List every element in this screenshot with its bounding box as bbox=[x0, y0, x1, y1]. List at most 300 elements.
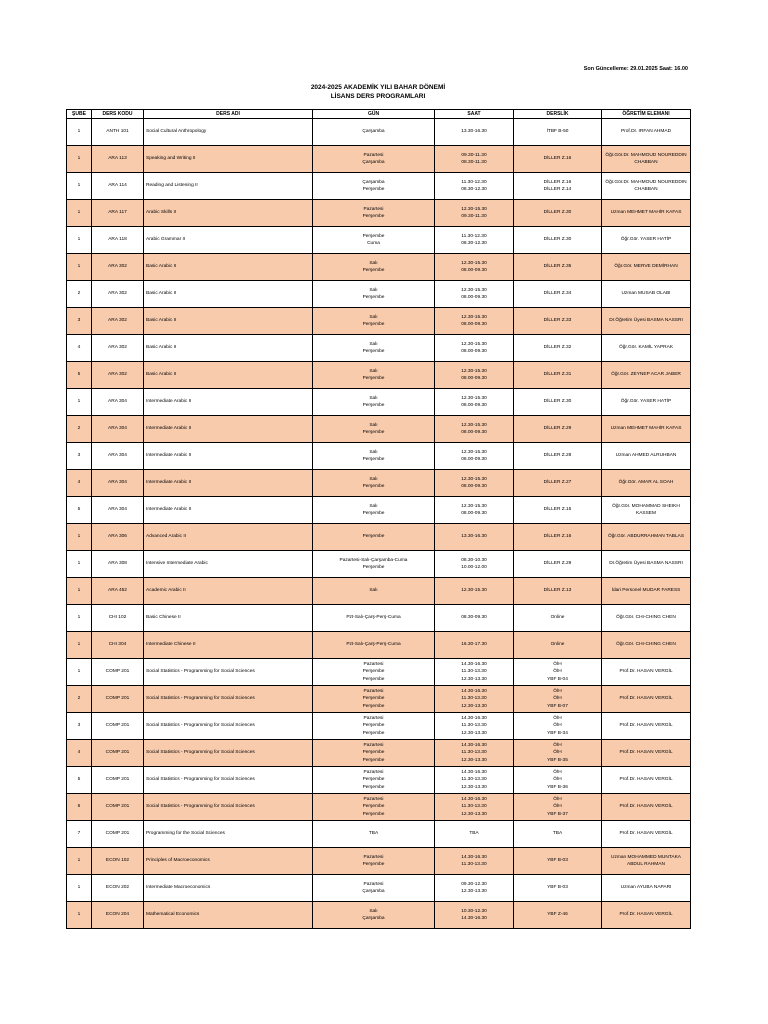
cell-saat bbox=[435, 362, 514, 389]
cell-ogretim-elemani: Prof.Dr. HASAN VERGİL bbox=[602, 794, 691, 821]
cell-saat bbox=[435, 416, 514, 443]
cell-gun bbox=[313, 497, 435, 524]
cell-sube: 1 bbox=[67, 902, 92, 929]
cell-saat bbox=[435, 848, 514, 875]
cell-gun bbox=[313, 119, 435, 146]
table-row bbox=[67, 524, 691, 551]
cell-derslik-line: DİLLER Z.33 bbox=[543, 318, 572, 324]
table-row bbox=[67, 605, 691, 632]
cell-derslik-line: ÖİH bbox=[553, 723, 562, 729]
cell-saat bbox=[435, 524, 514, 551]
cell-saat-line: 08.00-09.30 bbox=[461, 268, 487, 273]
cell-gun-line: Perşembe bbox=[362, 511, 385, 516]
cell-ders-kodu: COMP 201 bbox=[92, 767, 144, 794]
cell-ogretim-elemani: Prof.Dr. IRFAN AHMAD bbox=[602, 119, 691, 146]
cell-derslik bbox=[514, 740, 602, 767]
cell-saat bbox=[435, 821, 514, 848]
cell-gun bbox=[313, 200, 435, 227]
cell-derslik-line: Online bbox=[550, 642, 565, 648]
cell-ders-kodu: COMP 201 bbox=[92, 713, 144, 740]
cell-gun-line: Çarşamba bbox=[362, 179, 385, 185]
cell-sube: 5 bbox=[67, 497, 92, 524]
table-row bbox=[67, 848, 691, 875]
cell-ders-kodu: CHI 304 bbox=[92, 632, 144, 659]
table-row bbox=[67, 821, 691, 848]
cell-sube: 2 bbox=[67, 686, 92, 713]
cell-ogretim-elemani: Uzman AHMED ALRUHBAN bbox=[602, 443, 691, 470]
cell-sube: 3 bbox=[67, 713, 92, 740]
cell-sube: 1 bbox=[67, 146, 92, 173]
cell-gun-line: Salı bbox=[369, 449, 378, 455]
cell-ders-adi: Speaking and Writing II bbox=[144, 146, 313, 173]
cell-gun-line: Çarşamba bbox=[362, 160, 385, 165]
cell-gun bbox=[313, 470, 435, 497]
cell-saat bbox=[435, 902, 514, 929]
cell-ogretim-elemani: Öğr.Gör. ABDURRAHMAN TABLAS bbox=[602, 524, 691, 551]
cell-saat bbox=[435, 443, 514, 470]
cell-saat bbox=[435, 740, 514, 767]
cell-gun-line: Salı bbox=[369, 588, 378, 594]
cell-derslik-line: YBF B-03 bbox=[547, 885, 568, 891]
cell-sube: 1 bbox=[67, 200, 92, 227]
cell-derslik bbox=[514, 551, 602, 578]
cell-ogretim-elemani: Prof.Dr. HASAN VERGİL bbox=[602, 686, 691, 713]
table-row bbox=[67, 443, 691, 470]
cell-sube: 1 bbox=[67, 659, 92, 686]
table-row bbox=[67, 119, 691, 146]
cell-gun-line: Pazartesi bbox=[363, 881, 384, 887]
cell-derslik-line: ÖİH bbox=[553, 669, 562, 675]
cell-saat-line: 08.00-09.30 bbox=[461, 295, 487, 300]
cell-ders-adi: Arabic Grammar II bbox=[144, 227, 313, 254]
cell-saat-line: 14.30-16.30 bbox=[461, 916, 487, 921]
cell-derslik-line: DİLLER Z.28 bbox=[543, 453, 572, 459]
cell-saat bbox=[435, 632, 514, 659]
cell-derslik bbox=[514, 200, 602, 227]
cell-ders-adi: Basic Arabic II bbox=[144, 254, 313, 281]
cell-ders-kodu: ANTH 101 bbox=[92, 119, 144, 146]
cell-saat bbox=[435, 389, 514, 416]
cell-derslik bbox=[514, 281, 602, 308]
cell-derslik bbox=[514, 605, 602, 632]
table-row bbox=[67, 578, 691, 605]
cell-sube: 3 bbox=[67, 443, 92, 470]
cell-gun bbox=[313, 794, 435, 821]
cell-derslik-line: DİLLER Z.13 bbox=[543, 588, 572, 594]
cell-gun-line: Salı bbox=[369, 341, 378, 347]
cell-derslik bbox=[514, 470, 602, 497]
cell-derslik-line: YBF B-07 bbox=[547, 703, 568, 709]
cell-gun-line: Pzt-Salı-Çarş-Perş-Cuma bbox=[346, 642, 401, 648]
cell-saat bbox=[435, 659, 514, 686]
cell-ders-adi: Advanced Arabic II bbox=[144, 524, 313, 551]
cell-gun-line: Salı bbox=[369, 908, 378, 914]
cell-saat-line: 13.30-16.30 bbox=[461, 129, 487, 135]
cell-ders-kodu: ARA 113 bbox=[92, 146, 144, 173]
cell-saat bbox=[435, 308, 514, 335]
cell-ogretim-elemani: Uzman MUSAB OLABI bbox=[602, 281, 691, 308]
cell-derslik-line: DİLLER Z.32 bbox=[543, 345, 572, 351]
cell-ders-kodu: ARA 304 bbox=[92, 416, 144, 443]
cell-saat-line: 12.30-15.30 bbox=[461, 287, 487, 293]
cell-derslik-line: YBF B-04 bbox=[547, 676, 568, 682]
cell-derslik-line: YBF B-36 bbox=[547, 784, 568, 790]
cell-gun-line: Perşembe bbox=[362, 376, 385, 381]
cell-saat-line: 12.30-15.30 bbox=[461, 503, 487, 509]
cell-derslik-line: DİLLER Z.30 bbox=[543, 399, 572, 405]
cell-saat-line: 08.30-12.30 bbox=[461, 241, 487, 246]
cell-saat-line: 08.00-09.30 bbox=[461, 457, 487, 462]
cell-gun-line: Perşembe bbox=[362, 534, 385, 540]
cell-derslik-line: ÖİH bbox=[553, 662, 562, 668]
cell-ders-kodu: ARA 302 bbox=[92, 362, 144, 389]
table-row bbox=[67, 659, 691, 686]
cell-saat-line: 11.30-13.30 bbox=[461, 750, 487, 756]
cell-derslik-line: Online bbox=[550, 615, 565, 621]
cell-gun-line: Salı bbox=[369, 368, 378, 374]
cell-ogretim-elemani: Öğr.Gör. AMAR AL SOAH bbox=[602, 470, 691, 497]
cell-ders-kodu: ARA 304 bbox=[92, 497, 144, 524]
cell-saat-line: 11.30-13.30 bbox=[461, 669, 487, 675]
cell-derslik-line: ÖİH bbox=[553, 777, 562, 783]
cell-ogretim-elemani: Öğr.Gör. KAMİL YAPRAK bbox=[602, 335, 691, 362]
cell-ders-adi: Academic Arabic II bbox=[144, 578, 313, 605]
table-row bbox=[67, 146, 691, 173]
cell-saat-line: 10.30-12.30 bbox=[461, 908, 487, 914]
cell-ogretim-elemani: Öğr.Gör. YASER HATİP bbox=[602, 227, 691, 254]
cell-saat bbox=[435, 767, 514, 794]
cell-gun-line: Perşembe bbox=[362, 757, 385, 763]
cell-gun bbox=[313, 659, 435, 686]
cell-gun-line: Perşembe bbox=[362, 349, 385, 354]
cell-derslik-line: DİLLER Z.31 bbox=[543, 372, 572, 378]
cell-saat-line: 12.30-15.30 bbox=[461, 206, 487, 212]
cell-ogretim-elemani: Öğr.Gör. YASER HATİP bbox=[602, 389, 691, 416]
cell-saat-line: TBA bbox=[469, 831, 479, 837]
page-title: 2024-2025 AKADEMİK YILI BAHAR DÖNEMİ bbox=[310, 84, 446, 91]
table-row bbox=[67, 902, 691, 929]
cell-ders-kodu: COMP 201 bbox=[92, 686, 144, 713]
cell-sube: 1 bbox=[67, 227, 92, 254]
cell-saat-line: 14.30-16.30 bbox=[461, 770, 487, 776]
cell-saat bbox=[435, 551, 514, 578]
cell-saat-line: 12.30-15.30 bbox=[461, 588, 487, 594]
cell-gun-line: Pazartesi bbox=[363, 770, 384, 776]
cell-gun bbox=[313, 713, 435, 740]
cell-sube: 1 bbox=[67, 551, 92, 578]
cell-ogretim-elemani: Uzman MEHMET MAHİR KAFAS bbox=[602, 200, 691, 227]
cell-sube: 1 bbox=[67, 632, 92, 659]
cell-sube: 2 bbox=[67, 416, 92, 443]
cell-gun-line: Perşembe bbox=[362, 862, 385, 867]
cell-gun-line: TBA bbox=[368, 831, 379, 837]
cell-saat-line: 11.30-13.30 bbox=[461, 804, 487, 810]
cell-gun-line: Salı bbox=[369, 503, 378, 509]
cell-gun-line: Salı bbox=[369, 395, 378, 401]
cell-gun-line: Perşembe bbox=[362, 457, 385, 462]
cell-saat bbox=[435, 713, 514, 740]
cell-ders-adi: Social Statistics - Programming for Social Sciences bbox=[144, 686, 313, 713]
cell-derslik-line: YBF Z-46 bbox=[547, 912, 568, 918]
cell-gun-line: Salı bbox=[369, 314, 378, 320]
cell-saat-line: 11.30-12.30 bbox=[461, 233, 487, 239]
schedule-table bbox=[66, 109, 691, 929]
cell-gun-line: Perşembe bbox=[362, 322, 385, 327]
cell-derslik-line: TBA bbox=[552, 831, 563, 837]
cell-gun bbox=[313, 848, 435, 875]
cell-gun-line: Pazartesi bbox=[363, 662, 384, 668]
cell-ders-kodu: ARA 304 bbox=[92, 389, 144, 416]
column-header-gun: GÜN bbox=[313, 110, 435, 119]
cell-sube: 1 bbox=[67, 848, 92, 875]
cell-derslik bbox=[514, 659, 602, 686]
cell-derslik-line: DİLLER Z.16 bbox=[543, 534, 572, 540]
cell-saat bbox=[435, 578, 514, 605]
cell-ders-kodu: ARA 304 bbox=[92, 470, 144, 497]
cell-gun-line: Çarşamba bbox=[362, 889, 385, 894]
cell-derslik-line: DİLLER Z.30 bbox=[543, 210, 572, 216]
cell-ders-adi: Arabic Skills II bbox=[144, 200, 313, 227]
cell-sube: 6 bbox=[67, 794, 92, 821]
cell-saat bbox=[435, 470, 514, 497]
cell-gun-line: Perşembe bbox=[362, 730, 385, 736]
table-row bbox=[67, 362, 691, 389]
cell-saat-line: 14.30-16.30 bbox=[461, 689, 487, 695]
cell-ders-kodu: ARA 452 bbox=[92, 578, 144, 605]
cell-ders-adi: Intermediate Arabic II bbox=[144, 443, 313, 470]
cell-saat-line: 11.30-12.30 bbox=[461, 179, 487, 185]
cell-sube: 5 bbox=[67, 767, 92, 794]
cell-gun-line: Perşembe bbox=[362, 784, 385, 790]
cell-gun-line: Salı bbox=[369, 476, 378, 482]
cell-saat bbox=[435, 605, 514, 632]
cell-gun-line: Perşembe bbox=[362, 777, 385, 783]
cell-gun bbox=[313, 605, 435, 632]
cell-gun bbox=[313, 335, 435, 362]
cell-ders-kodu: ARA 302 bbox=[92, 281, 144, 308]
cell-ders-adi: Intermediate Chinese II bbox=[144, 632, 313, 659]
cell-ders-kodu: ARA 302 bbox=[92, 308, 144, 335]
cell-ders-kodu: ARA 302 bbox=[92, 254, 144, 281]
cell-saat-line: 12.30-15.30 bbox=[461, 449, 487, 455]
cell-ogretim-elemani: Öğr.Gör.Dr. MAHMOUD NOUREDDIN CHABBAN bbox=[602, 146, 691, 173]
cell-sube: 4 bbox=[67, 335, 92, 362]
cell-derslik-line: İTBF B-50 bbox=[546, 129, 569, 135]
cell-ders-kodu: COMP 201 bbox=[92, 794, 144, 821]
cell-gun-line: Perşembe bbox=[362, 669, 385, 675]
cell-ders-kodu: ECON 204 bbox=[92, 902, 144, 929]
table-row bbox=[67, 308, 691, 335]
table-row bbox=[67, 794, 691, 821]
cell-saat-line: 12.30-15.30 bbox=[461, 395, 487, 401]
table-row bbox=[67, 389, 691, 416]
cell-ogretim-elemani: Öğr.Gör. MOHAMMAD SHEIKH KASSEM bbox=[602, 497, 691, 524]
cell-saat-line: 11.30-13.30 bbox=[461, 862, 487, 867]
cell-saat bbox=[435, 200, 514, 227]
cell-gun-line: Pazartesi bbox=[363, 152, 384, 158]
cell-derslik bbox=[514, 254, 602, 281]
cell-derslik-line: ÖİH bbox=[553, 804, 562, 810]
table-row bbox=[67, 281, 691, 308]
table-row bbox=[67, 632, 691, 659]
cell-derslik bbox=[514, 119, 602, 146]
cell-sube: 3 bbox=[67, 308, 92, 335]
cell-ogretim-elemani: Uzman MOHAMMED MUNTAKA ABDUL RAHMAN bbox=[602, 848, 691, 875]
cell-saat-line: 12.30-13.30 bbox=[461, 730, 487, 736]
cell-ders-kodu: COMP 201 bbox=[92, 740, 144, 767]
cell-gun-line: Salı bbox=[369, 260, 378, 266]
cell-ders-adi: Reading and Listening II bbox=[144, 173, 313, 200]
cell-derslik-line: ÖİH bbox=[553, 696, 562, 702]
cell-gun-line: Pazartesi bbox=[363, 743, 384, 749]
column-header-sube: ŞUBE bbox=[67, 110, 92, 119]
cell-saat bbox=[435, 794, 514, 821]
cell-derslik-line: ÖİH bbox=[553, 750, 562, 756]
cell-derslik bbox=[514, 767, 602, 794]
table-header-row bbox=[67, 110, 691, 119]
cell-ders-adi: Basic Arabic II bbox=[144, 335, 313, 362]
cell-ogretim-elemani: Öğr.Gör. MERVE DEMİRHAN bbox=[602, 254, 691, 281]
cell-derslik-line: DİLLER Z.15 bbox=[543, 507, 572, 513]
cell-derslik-line: YBF B-35 bbox=[547, 757, 568, 763]
cell-gun-line: Perşembe bbox=[362, 703, 385, 709]
cell-sube: 1 bbox=[67, 578, 92, 605]
cell-ders-adi: Principles of Macroeconomics bbox=[144, 848, 313, 875]
cell-ders-adi: Programming for the Social Sciences bbox=[144, 821, 313, 848]
cell-ogretim-elemani: Prof.Dr. HASAN VERGİL bbox=[602, 659, 691, 686]
table-row bbox=[67, 335, 691, 362]
cell-gun-line: Perşembe bbox=[362, 676, 385, 682]
cell-saat-line: 11.30-13.30 bbox=[461, 723, 487, 729]
cell-saat-line: 14.30-16.30 bbox=[461, 797, 487, 803]
cell-derslik bbox=[514, 578, 602, 605]
cell-ogretim-elemani: Uzman MEHMET MAHİR KAFAS bbox=[602, 416, 691, 443]
cell-ders-kodu: COMP 201 bbox=[92, 821, 144, 848]
cell-ders-adi: Basic Chinese II bbox=[144, 605, 313, 632]
cell-sube: 4 bbox=[67, 740, 92, 767]
table-row bbox=[67, 740, 691, 767]
cell-ders-adi: Intermediate Arabic II bbox=[144, 470, 313, 497]
cell-saat bbox=[435, 497, 514, 524]
table-row bbox=[67, 713, 691, 740]
cell-gun-line: Cuma bbox=[367, 241, 380, 246]
cell-ders-adi: Social Statistics - Programming for Social Sciences bbox=[144, 659, 313, 686]
cell-saat-line: 11.30-13.30 bbox=[461, 696, 487, 702]
cell-gun-line: Perşembe bbox=[362, 187, 385, 192]
cell-gun bbox=[313, 362, 435, 389]
cell-saat-line: 12.30-15.30 bbox=[461, 368, 487, 374]
cell-derslik bbox=[514, 173, 602, 200]
cell-ders-adi: Social Statistics - Programming for Social Sciences bbox=[144, 794, 313, 821]
cell-saat-line: 08.00-09.30 bbox=[461, 430, 487, 435]
cell-derslik-line: YBF B-34 bbox=[547, 730, 568, 736]
cell-ders-adi: Mathematical Economics bbox=[144, 902, 313, 929]
cell-derslik bbox=[514, 146, 602, 173]
cell-saat-line: 12.30-15.30 bbox=[461, 476, 487, 482]
cell-ders-kodu: ARA 308 bbox=[92, 551, 144, 578]
cell-derslik-line: YBF B-37 bbox=[547, 811, 568, 817]
table-row bbox=[67, 767, 691, 794]
cell-gun-line: Perşembe bbox=[362, 295, 385, 300]
cell-sube: 2 bbox=[67, 281, 92, 308]
cell-gun bbox=[313, 254, 435, 281]
cell-gun-line: Salı bbox=[369, 422, 378, 428]
cell-derslik-line: YBF B-03 bbox=[547, 858, 568, 864]
cell-saat bbox=[435, 119, 514, 146]
cell-derslik-line: DİLLER Z.27 bbox=[543, 480, 572, 486]
table-row bbox=[67, 497, 691, 524]
cell-ogretim-elemani: Prof.Dr. HASAN VERGİL bbox=[602, 902, 691, 929]
cell-ders-adi: Social Statistics - Programming for Social Sciences bbox=[144, 713, 313, 740]
cell-gun-line: Pazartesi bbox=[363, 854, 384, 860]
cell-saat-line: 08.00-09.30 bbox=[461, 322, 487, 327]
cell-saat-line: 09.30-11.30 bbox=[461, 152, 487, 158]
cell-gun bbox=[313, 686, 435, 713]
cell-saat-line: 11.30-13.30 bbox=[461, 777, 487, 783]
cell-sube: 1 bbox=[67, 875, 92, 902]
cell-derslik bbox=[514, 902, 602, 929]
cell-saat-line: 12.30-15.30 bbox=[461, 260, 487, 266]
column-header-ders-adi: DERS ADI bbox=[144, 110, 313, 119]
cell-saat-line: 12.30-13.30 bbox=[461, 757, 487, 763]
cell-saat-line: 08.30-09.30 bbox=[461, 615, 487, 621]
cell-derslik bbox=[514, 227, 602, 254]
cell-saat-line: 12.30-13.30 bbox=[461, 676, 487, 682]
cell-saat bbox=[435, 146, 514, 173]
cell-gun-line: Pazartesi bbox=[363, 716, 384, 722]
cell-derslik bbox=[514, 794, 602, 821]
table-row bbox=[67, 173, 691, 200]
cell-ders-adi: Social Statistics - Programming for Social Sciences bbox=[144, 740, 313, 767]
cell-gun bbox=[313, 740, 435, 767]
cell-ders-kodu: ARA 302 bbox=[92, 335, 144, 362]
cell-saat-line: 08.00-09.30 bbox=[461, 349, 487, 354]
cell-ders-adi: Basic Arabic II bbox=[144, 308, 313, 335]
column-header-derslik: DERSLİK bbox=[514, 110, 602, 119]
cell-ders-kodu: COMP 201 bbox=[92, 659, 144, 686]
cell-gun bbox=[313, 632, 435, 659]
cell-gun-line: Perşembe bbox=[362, 403, 385, 408]
cell-ogretim-elemani: Öğr.Gör. ZEYNEP ACAR JABER bbox=[602, 362, 691, 389]
cell-saat-line: 12.30-13.30 bbox=[461, 784, 487, 790]
cell-ogretim-elemani: Dr.Öğretim Üyesi BASMA NASSRI bbox=[602, 551, 691, 578]
page-subtitle: LİSANS DERS PROGRAMLARI bbox=[330, 93, 426, 100]
cell-saat bbox=[435, 335, 514, 362]
cell-derslik-line: DİLLER Z.34 bbox=[543, 291, 572, 297]
cell-derslik-line: DİLLER Z.14 bbox=[543, 187, 572, 192]
cell-gun-line: Salı bbox=[369, 287, 378, 293]
cell-saat-line: 14.30-16.30 bbox=[461, 662, 487, 668]
column-header-ogretim-elemani: ÖĞRETİM ELEMANI bbox=[602, 110, 691, 119]
cell-gun bbox=[313, 875, 435, 902]
table-row bbox=[67, 227, 691, 254]
cell-saat-line: 08.30-11.30 bbox=[461, 160, 487, 165]
cell-ders-adi: Intermediate Arabic II bbox=[144, 389, 313, 416]
cell-derslik-line: DİLLER Z.16 bbox=[543, 179, 572, 185]
cell-derslik-line: DİLLER Z.30 bbox=[543, 237, 572, 243]
cell-gun bbox=[313, 146, 435, 173]
cell-ders-adi: Intensive Intermediate Arabic bbox=[144, 551, 313, 578]
cell-gun bbox=[313, 416, 435, 443]
cell-derslik-line: ÖİH bbox=[553, 689, 562, 695]
cell-saat-line: 12.30-15.30 bbox=[461, 422, 487, 428]
table-row bbox=[67, 875, 691, 902]
cell-gun-line: Pazartesi bbox=[363, 206, 384, 212]
cell-gun bbox=[313, 551, 435, 578]
cell-derslik bbox=[514, 632, 602, 659]
cell-gun bbox=[313, 308, 435, 335]
cell-gun-line: Perşembe bbox=[362, 750, 385, 756]
